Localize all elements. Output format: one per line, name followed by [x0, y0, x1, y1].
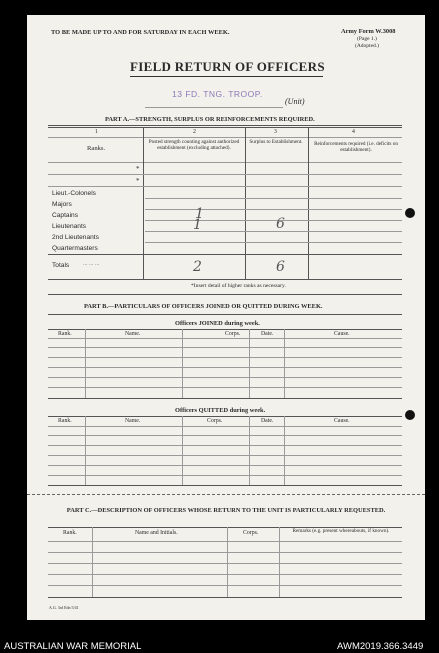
quitted-row-rule [48, 445, 402, 446]
col-number-rule [48, 137, 402, 138]
joined-header-top [48, 329, 402, 330]
header-rule [48, 162, 402, 163]
quitted-row-rule [48, 455, 402, 456]
unit-label: (Unit) [285, 97, 305, 106]
quitted-vline [249, 416, 250, 485]
form-page: (Page 1.) [357, 36, 377, 42]
star-mark-1: * [136, 165, 140, 173]
part-a-footnote: *Insert detail of higher ranks as necessary. [191, 283, 286, 289]
unit-stamp: 13 FD. TNG. TROOP. [172, 89, 263, 99]
rank-label: 2nd Lieutenants [52, 234, 99, 241]
joined-vline [85, 329, 86, 398]
joined-title: Officers JOINED during week. [175, 320, 260, 327]
part-a-vline-1 [143, 127, 144, 280]
quitted-title: Officers QUITTED during week. [175, 407, 266, 414]
part-b-separator [48, 294, 402, 295]
part-b-title: PART B.—PARTICULARS OF OFFICERS JOINED OR QUITTED DURING WEEK. [84, 303, 323, 310]
joined-row-rule [48, 357, 402, 358]
quitted-header-top [48, 416, 402, 417]
posted-lieutenants-handwritten: 1 [193, 217, 202, 233]
punch-hole-top [405, 208, 415, 218]
rank-rule [145, 198, 402, 199]
joined-col-corps: Corps. [225, 331, 241, 337]
joined-vline [182, 329, 183, 398]
quitted-col-name: Name. [125, 418, 141, 424]
rank-rule [145, 209, 402, 210]
col-header-ranks: Ranks. [87, 145, 106, 152]
joined-vline [284, 329, 285, 398]
part-a-top-rule [48, 125, 402, 126]
col-header-reinforcements: Reinforcements required (i.e. deficits on establishment). [314, 141, 398, 153]
joined-col-date: Date. [261, 331, 274, 337]
part-c-row-rule [48, 585, 402, 586]
part-c-col-corps: Corps. [243, 530, 259, 536]
total-surplus-handwritten: 6 [276, 259, 285, 275]
totals-rule [48, 254, 402, 255]
joined-col-name: Name. [125, 331, 141, 337]
joined-bottom-rule [48, 398, 402, 399]
col-number-4: 4 [352, 129, 355, 135]
joined-row-rule [48, 377, 402, 378]
form-sheet [27, 15, 425, 620]
part-c-header-bottom [48, 541, 402, 542]
joined-row-rule [48, 387, 402, 388]
form-title: FIELD RETURN OF OFFICERS [130, 59, 325, 74]
joined-col-rank: Rank. [58, 331, 72, 337]
print-code: A.G. 3rd Edn 5/41 [49, 605, 79, 610]
part-a-title: PART A.—STRENGTH, SURPLUS OR REINFORCEMENTS REQUIRED. [105, 116, 315, 123]
footer-accession-number: AWM2019.366.3449 [337, 641, 424, 652]
part-c-vline [279, 527, 280, 597]
col-header-posted: Posted strength counting against authorized establishment (excluding attached). [148, 139, 240, 151]
part-c-row-rule [48, 552, 402, 553]
col-number-1: 1 [95, 129, 98, 135]
star-mark-2: * [136, 177, 140, 185]
star-rule-1 [48, 174, 402, 175]
rank-rule [145, 242, 402, 243]
posted-captains-handwritten: 1 [195, 206, 204, 222]
col-number-3: 3 [274, 129, 277, 135]
quitted-bottom-rule [48, 485, 402, 486]
quitted-row-rule [48, 475, 402, 476]
quitted-vline [284, 416, 285, 485]
quitted-col-corps: Corps. [207, 418, 223, 424]
rank-label: Lieut.-Colonels [52, 190, 96, 197]
rank-label: Lieutenants [52, 223, 87, 230]
unit-line [145, 107, 283, 108]
quitted-row-rule [48, 435, 402, 436]
quitted-header-bottom [48, 426, 402, 427]
totals-label: Totals [52, 262, 70, 269]
quitted-col-cause: Cause. [334, 418, 350, 424]
part-c-bottom-rule [48, 597, 402, 598]
rank-label: Majors [52, 201, 72, 208]
rank-rule [145, 220, 402, 221]
part-c-col-rank: Rank. [63, 530, 77, 536]
header-instruction: TO BE MADE UP TO AND FOR SATURDAY IN EACH WEEK. [51, 29, 230, 36]
col-header-surplus: Surplus to Establishment. [249, 139, 303, 145]
joined-vline [249, 329, 250, 398]
part-c-row-rule [48, 574, 402, 575]
footer-credit: AUSTRALIAN WAR MEMORIAL [4, 641, 142, 652]
part-b-rule [48, 314, 402, 315]
joined-col-cause: Cause. [334, 331, 350, 337]
form-adopted: (Adopted.) [355, 43, 379, 49]
title-underline [130, 76, 323, 77]
total-posted-handwritten: 2 [193, 259, 202, 275]
quitted-vline [182, 416, 183, 485]
rank-rule [145, 231, 402, 232]
part-a-vline-3 [308, 127, 309, 280]
part-c-col-name: Name and Initials. [135, 530, 178, 536]
quitted-col-rank: Rank. [58, 418, 72, 424]
joined-header-bottom [48, 338, 402, 339]
col-number-2: 2 [193, 129, 196, 135]
totals-leader-dots: ... ... ... [83, 261, 100, 267]
perforation-line [27, 494, 425, 495]
punch-hole-bottom [405, 410, 415, 420]
part-c-vline [227, 527, 228, 597]
quitted-col-date: Date. [261, 418, 274, 424]
surplus-handwritten: 6 [276, 216, 285, 232]
part-a-bottom-rule [48, 279, 402, 280]
part-c-title: PART C.—DESCRIPTION OF OFFICERS WHOSE RETURN TO THE UNIT IS PARTICULARLY REQUESTED. [66, 507, 386, 514]
part-a-vline-2 [245, 127, 246, 280]
rank-label: Quartermasters [52, 245, 98, 252]
form-number: Army Form W.3008 [341, 28, 396, 35]
quitted-vline [85, 416, 86, 485]
quitted-row-rule [48, 465, 402, 466]
star-rule-2 [48, 186, 402, 187]
part-a-top-rule-2 [48, 127, 402, 128]
joined-row-rule [48, 347, 402, 348]
part-c-col-remarks: Remarks (e.g. present whereabouts, if known). [292, 528, 390, 534]
joined-row-rule [48, 367, 402, 368]
part-c-row-rule [48, 563, 402, 564]
rank-label: Captains [52, 212, 79, 219]
part-c-vline [92, 527, 93, 597]
